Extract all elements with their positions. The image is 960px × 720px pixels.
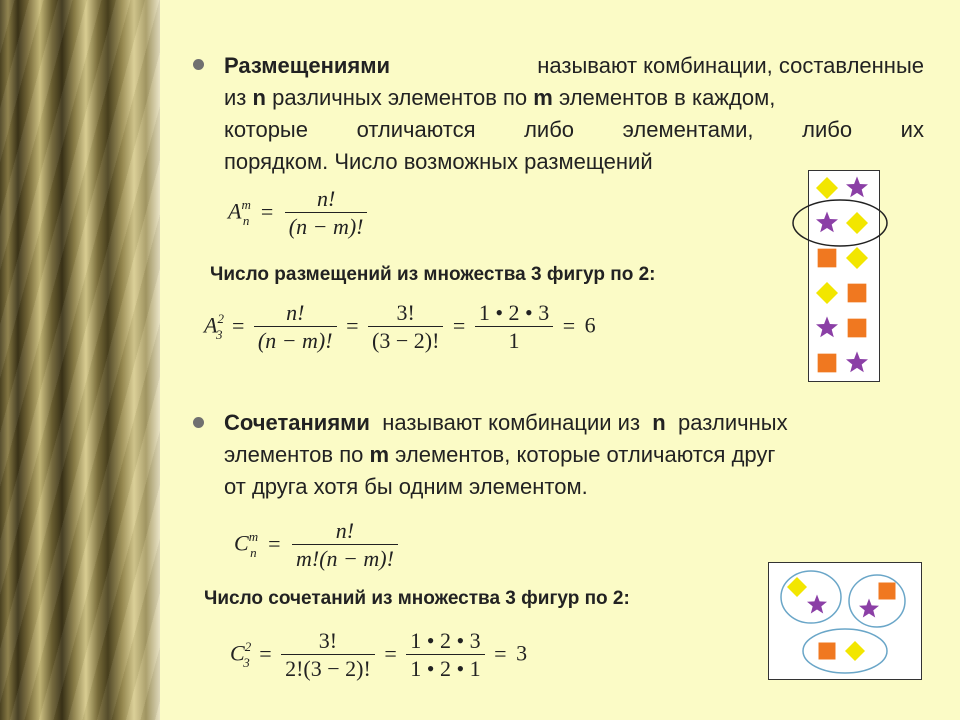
star-shape <box>846 351 868 372</box>
comb-formula-num: n! <box>292 518 398 545</box>
comb-example-letter: C <box>230 640 245 666</box>
comb-example-sup: 2 <box>244 638 252 654</box>
combinations-shapes-box <box>768 562 922 680</box>
star-shape <box>807 595 827 614</box>
comb-example-f1-den: 2!(3 − 2)! <box>285 656 371 681</box>
comb-example-f2-num: 1 • 2 • 3 <box>406 628 484 655</box>
arrangements-definition <box>224 50 924 178</box>
example-f2-den: (3 − 2)! <box>372 328 440 353</box>
comb-line3: от друга хотя бы одним элементом. <box>224 474 588 499</box>
diamond-shape <box>846 247 868 269</box>
combinations-definition <box>224 407 924 503</box>
comb-var-m: m <box>369 442 390 467</box>
bullet-arrangements <box>193 59 204 70</box>
group-ellipse <box>781 571 841 623</box>
combinations-shapes-figure <box>769 563 921 679</box>
comb-example-result: 3 <box>516 640 528 666</box>
diamond-shape <box>787 577 807 597</box>
star-shape <box>846 176 868 197</box>
def-line2-a: из <box>224 85 247 110</box>
comb-example-f2-den: 1 • 2 • 1 <box>410 656 481 681</box>
highlight-ellipse <box>790 196 890 250</box>
arrangements-formula: $A^m_n$ = $\frac{n!}{(n - m)!}$ <box>228 186 367 241</box>
bullet-combinations <box>193 417 204 428</box>
term-combinations: Сочетаниями <box>224 410 370 435</box>
comb-example-f1-num: 3! <box>281 628 375 655</box>
def-line2-c: элементов в каждом, <box>558 85 776 110</box>
comb-line2-b: элементов, которые отличаются друг <box>395 442 776 467</box>
def-line1: называют комбинации, составленные <box>537 53 924 78</box>
comb-formula-den: m!(n − m)! <box>296 546 394 571</box>
combinations-example-formula: $C^2_3$ = $\frac{3!}{2!(3 - 2)!}$ = $\frac{1 • 2 • 3}{1 • 2 • 1}$ = 3 <box>230 628 528 681</box>
example-result: 6 <box>584 312 596 338</box>
example-sub: 3 <box>215 326 223 342</box>
square-shape <box>848 284 867 303</box>
square-shape <box>848 319 867 338</box>
formula-sub: n <box>242 212 250 228</box>
combinations-formula: $C^m_n$ = $\frac{n!}{m!(n - m)!}$ <box>234 518 398 573</box>
comb-formula-sup: m <box>248 528 259 544</box>
example-sup: 2 <box>217 310 224 326</box>
combinations-example-heading: Число сочетаний из множества 3 фигур по 2: <box>204 588 630 609</box>
def-line3: которые отличаются либо элементами, либо их <box>224 117 924 142</box>
example-letter: A <box>204 312 218 338</box>
comb-line1: называют комбинации из <box>382 410 641 435</box>
group-ellipse <box>849 575 905 627</box>
comb-example-sub: 3 <box>243 654 250 670</box>
star-shape <box>816 316 838 337</box>
var-n: n <box>252 85 266 110</box>
comb-formula-letter: C <box>234 530 249 556</box>
arrangements-example-heading: Число размещений из множества 3 фигур по 2: <box>210 264 656 285</box>
curtain-shade <box>0 0 160 720</box>
square-shape <box>879 583 896 600</box>
formula-sup: m <box>241 196 251 212</box>
example-f3-num: 1 • 2 • 3 <box>475 300 553 327</box>
example-f1-num: n! <box>254 300 337 327</box>
star-shape <box>859 599 879 618</box>
diamond-shape <box>845 641 865 661</box>
square-shape <box>819 643 836 660</box>
square-shape <box>818 249 837 268</box>
def-line2-b: различных элементов по <box>272 85 528 110</box>
example-f1-den: (n − m)! <box>257 328 333 353</box>
formula-letter: A <box>228 198 242 224</box>
comb-formula-sub: n <box>250 544 257 560</box>
formula-num: n! <box>285 186 368 213</box>
formula-den: (n − m)! <box>288 214 364 239</box>
comb-line2-a: элементов по <box>224 442 364 467</box>
square-shape <box>818 354 837 373</box>
var-m: m <box>533 85 553 110</box>
arrangements-example-formula: $A^2_3$ = $\frac{n!}{(n - m)!}$ = $\frac{3!}{(3 - 2)!}$ = $\frac{1 • 2 • 3}{1}$ = 6 <box>204 300 596 353</box>
diamond-shape <box>816 282 838 304</box>
term-arrangements: Размещениями <box>224 53 391 78</box>
example-f2-num: 3! <box>368 300 443 327</box>
comb-line1-end: различных <box>677 410 788 435</box>
comb-var-n: n <box>652 410 666 435</box>
example-f3-den: 1 <box>508 328 520 353</box>
def-line4: порядком. Число возможных размещений <box>224 149 653 174</box>
